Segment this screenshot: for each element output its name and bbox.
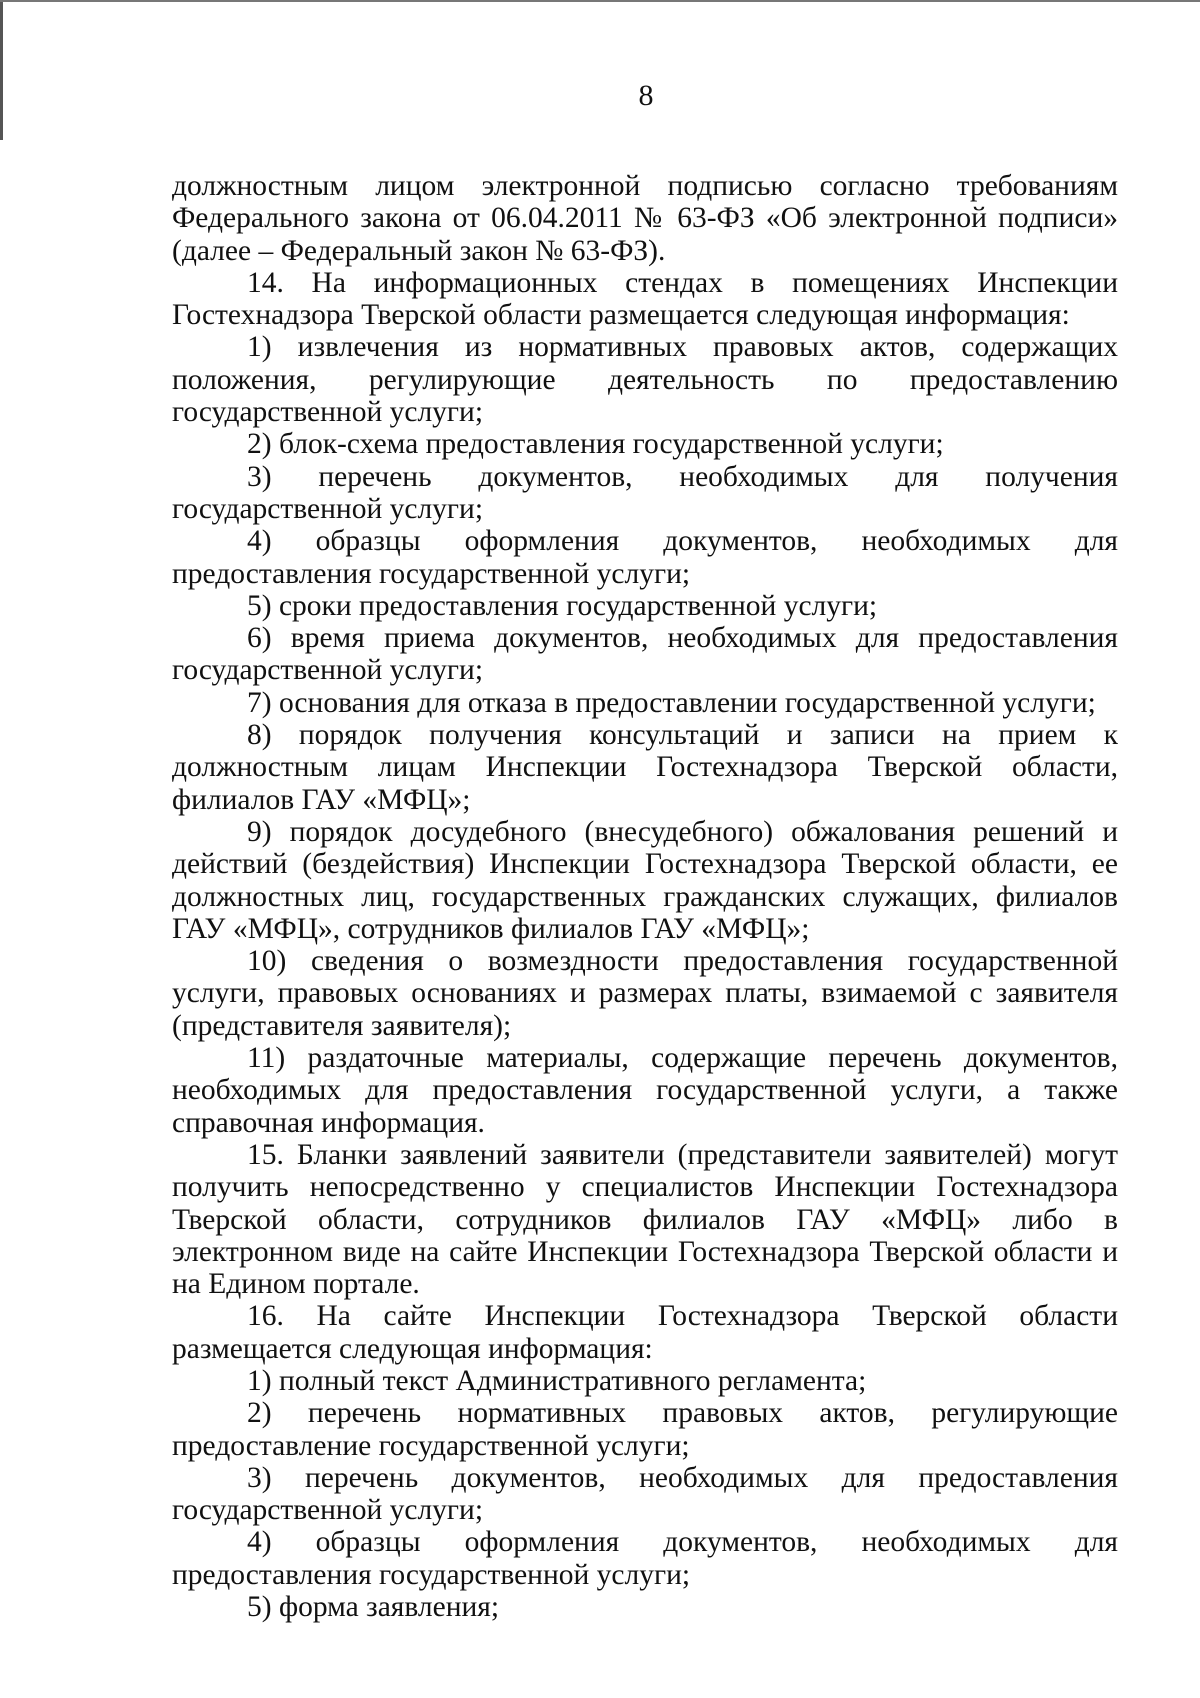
list-item: 5) форма заявления; (247, 1591, 500, 1624)
list-item: 10) сведения о возмездности предоставления государственной услуги, правовых основаниях и размерах платы, взимаемой с заявителя (представителя заявителя); (172, 945, 1118, 1042)
paragraph: 16. На сайте Инспекции Гостехнадзора Тверской области размещается следующая информация: (172, 1300, 1118, 1365)
list-item: 3) перечень документов, необходимых для предоставления государственной услуги; (172, 1461, 1118, 1527)
list-item: 1) извлечения из нормативных правовых актов, содержащих положения, регулирующие деятельность по предоставлению государственной услуги; (172, 331, 1118, 429)
list-item: 9) порядок досудебного (внесудебного) обжалования решений и действий (бездействия) Инспекции Гостехнадзора Тверской области, ее должностных лиц, государственных гражданских служащих, филиалов ГАУ «МФЦ», сотрудников филиалов ГАУ «МФЦ»; (172, 815, 1118, 945)
list-item: 8) порядок получения консультаций и записи на прием к должностным лицам Инспекции Гостехнадзора Тверской области, филиалов ГАУ «МФЦ»; (172, 719, 1118, 816)
paragraph: 15. Бланки заявлений заявители (представители заявителей) могут получить непосредственно у специалистов Инспекции Гостехнадзора Тверской области, сотрудников филиалов ГАУ «МФЦ» либо в электронном виде на сайте Инспекции Гостехнадзора Тверской области и на Едином портале. (172, 1138, 1118, 1301)
list-item: 7) основания для отказа в предоставлении государственной услуги; (247, 686, 1096, 719)
list-item: 4) образцы оформления документов, необходимых для предоставления государственной услуги; (172, 1526, 1118, 1591)
list-item: 2) блок-схема предоставления государственной услуги; (247, 428, 944, 461)
page-number: 8 (638, 79, 654, 112)
document-body (172, 170, 1118, 1623)
list-item: 2) перечень нормативных правовых актов, регулирующие предоставление государственной услуги; (172, 1397, 1118, 1462)
list-item: 1) полный текст Административного регламента; (247, 1364, 867, 1397)
list-item: 11) раздаточные материалы, содержащие перечень документов, необходимых для предоставления государственной услуги, а также справочная информация. (172, 1042, 1118, 1139)
scan-edge-top-left (0, 0, 3, 140)
paragraph: 14. На информационных стендах в помещениях Инспекции Гостехнадзора Тверской области размещается следующая информация: (172, 266, 1118, 332)
list-item: 5) сроки предоставления государственной услуги; (247, 589, 878, 622)
scan-edge-top (0, 0, 1200, 2)
list-item: 6) время приема документов, необходимых для предоставления государственной услуги; (172, 622, 1118, 687)
paragraph: должностным лицом электронной подписью согласно требованиям Федерального закона от 06.04.2011 № 63-ФЗ «Об электронной подписи» (далее – Федеральный закон № 63-ФЗ). (172, 170, 1118, 267)
list-item: 3) перечень документов, необходимых для получения государственной услуги; (172, 460, 1118, 525)
list-item: 4) образцы оформления документов, необходимых для предоставления государственной услуги; (172, 525, 1118, 590)
